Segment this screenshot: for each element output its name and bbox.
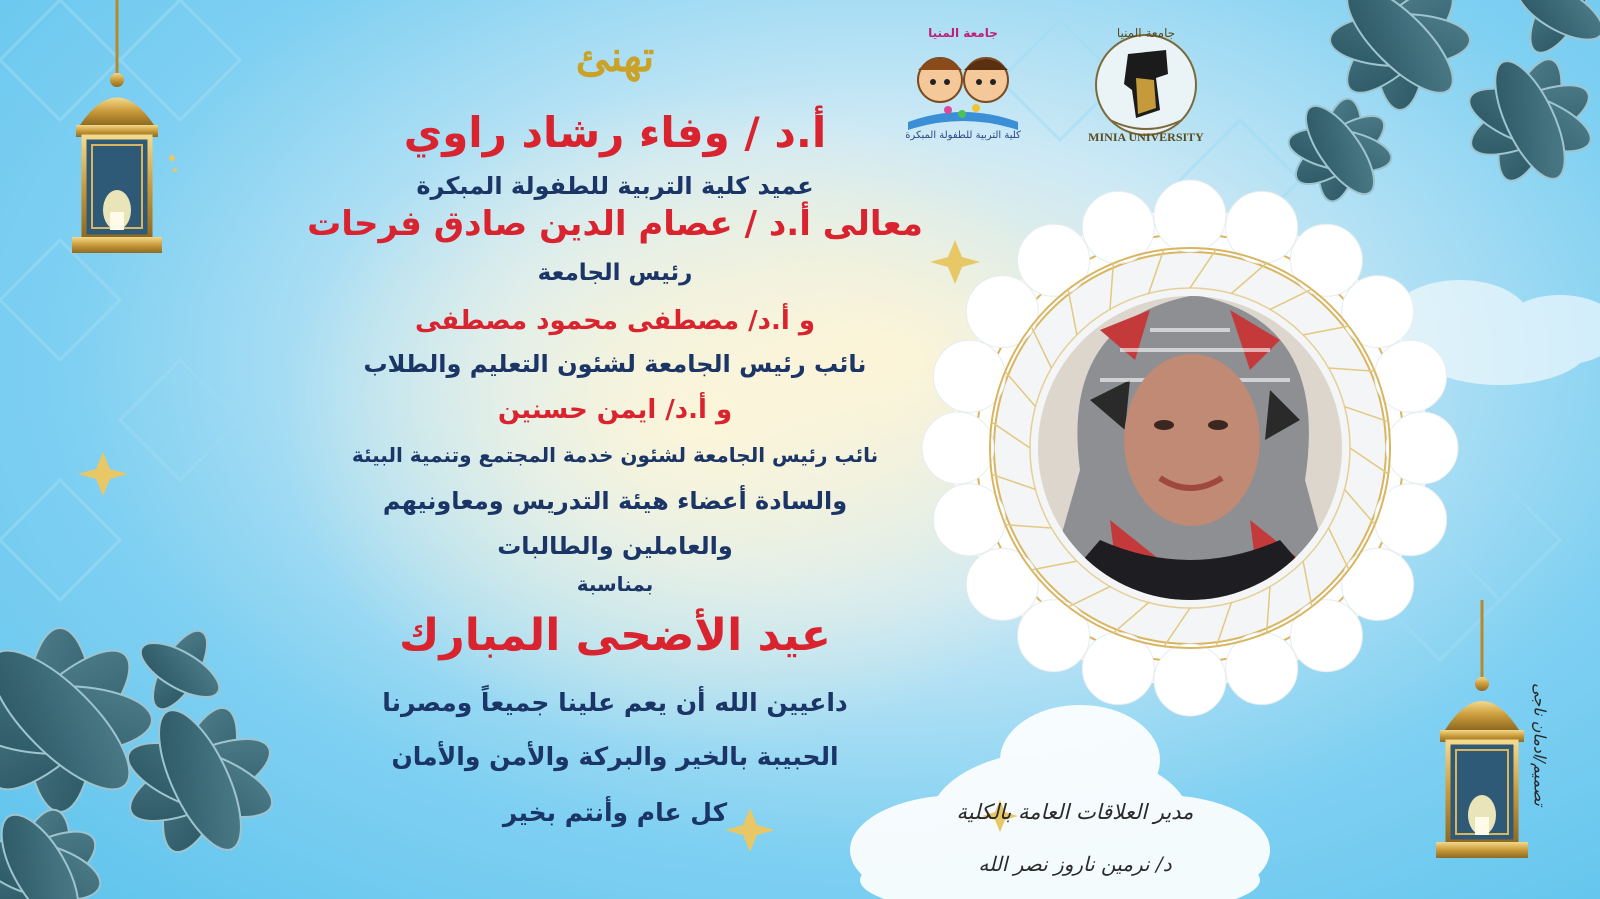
vp1-title: نائب رئيس الجامعة لشئون التعليم والطلاب — [363, 350, 867, 378]
faculty-logo-bottom: كلية التربية للطفولة المبكرة — [905, 130, 1021, 141]
minia-university-logo — [1076, 26, 1216, 148]
minia-logo-arabic: جامعة المنيا — [1116, 26, 1176, 40]
occasion-title: عيد الأضحى المبارك — [399, 610, 831, 661]
signature-role: مدير العلاقات العامة بالكلية — [956, 800, 1194, 824]
signature-name: د/ نرمين ناروز نصر الله — [978, 852, 1172, 876]
staff-line-2: والعاملين والطالبات — [497, 532, 733, 560]
header-congratulates: تهنئ — [575, 32, 655, 81]
president-name: معالى أ.د / عصام الدين صادق فرحات — [307, 204, 923, 244]
closing-line: كل عام وأنتم بخير — [502, 798, 728, 827]
honoree-name: أ.د / وفاء رشاد راوي — [403, 108, 827, 157]
vp2-title: نائب رئيس الجامعة لشئون خدمة المجتمع وتنمية البيئة — [351, 443, 879, 467]
president-title: رئيس الجامعة — [537, 260, 693, 286]
minia-logo-english: MINIA UNIVERSITY — [1088, 130, 1204, 144]
prayer-line-2: الحبيبة بالخير والبركة والأمن والأمان — [391, 742, 839, 771]
faculty-logo-top: جامعة المنيا — [928, 26, 998, 40]
vp2-name: و أ.د/ ايمن حسنين — [497, 395, 733, 425]
honoree-title: عميد كلية التربية للطفولة المبكرة — [416, 172, 814, 200]
designer-credit-box — [1520, 655, 1560, 855]
designer-credit: تصميم/ادمان ناجى — [1530, 683, 1550, 806]
vp1-name: و أ.د/ مصطفى محمود مصطفى — [414, 306, 816, 336]
prayer-line-1: داعيين الله أن يعم علينا جميعاً ومصرنا — [382, 688, 848, 717]
staff-line-1: والسادة أعضاء هيئة التدريس ومعاونيهم — [382, 487, 848, 515]
occasion-label: بمناسبة — [576, 572, 654, 596]
